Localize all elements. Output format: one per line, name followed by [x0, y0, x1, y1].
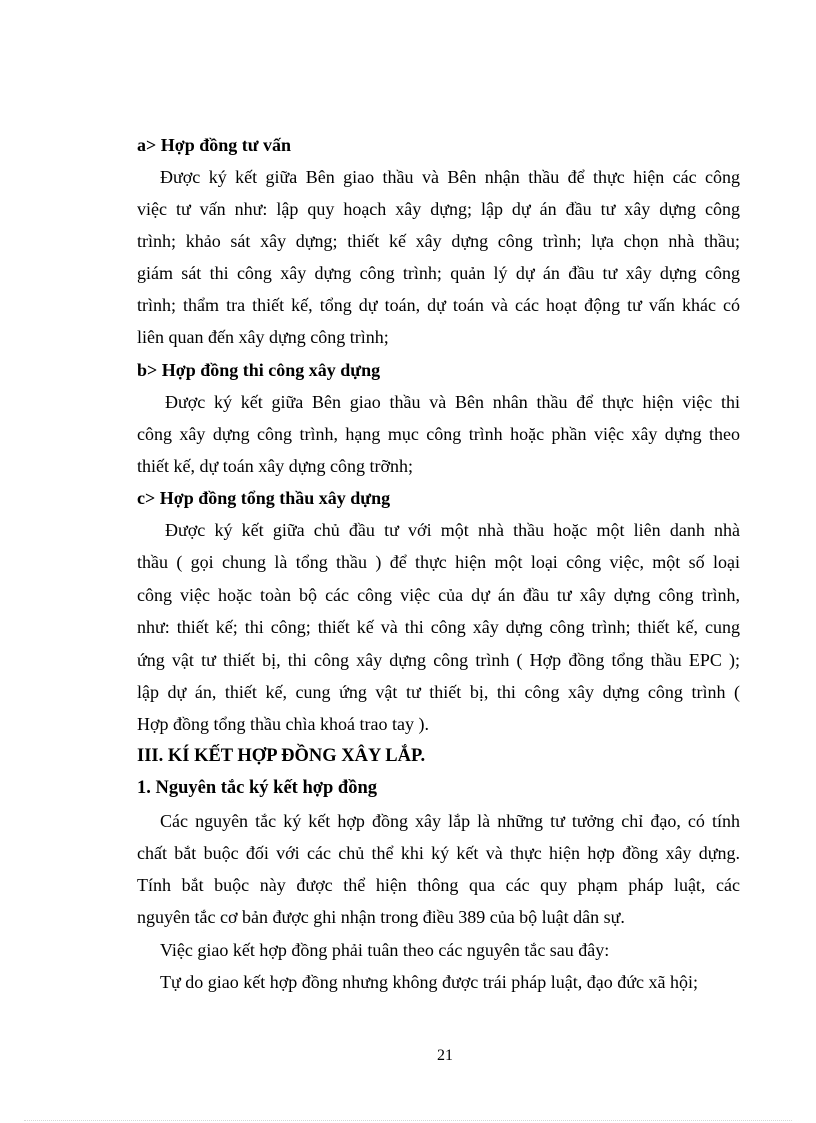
- page-number: 21: [437, 1047, 453, 1064]
- section-c-line-2: thầu ( gọi chung là tổng thầu ) để thực hiện một loại công việc, một số loại: [137, 552, 740, 572]
- section-b-line-2: công xây dựng công trình, hạng mục công trình hoặc phần việc xây dựng theo: [137, 424, 740, 444]
- section-c-line-4: như: thiết kế; thi công; thiết kế và thi công xây dựng công trình; thiết kế, cung: [137, 617, 740, 637]
- section-a-line-6: liên quan đến xây dựng công trình;: [137, 327, 389, 347]
- subsection-1-heading: 1. Nguyên tắc ký kết hợp đồng: [137, 778, 377, 798]
- section-c-line-5: ứng vật tư thiết bị, thi công xây dựng công trình ( Hợp đồng tổng thầu EPC );: [137, 650, 740, 670]
- subsection-1-line-4: nguyên tắc cơ bản được ghi nhận trong điều 389 của bộ luật dân sự.: [137, 907, 625, 927]
- subsection-1-line-1: Các nguyên tắc ký kết hợp đồng xây lắp là những tư tưởng chỉ đạo, có tính: [160, 811, 740, 831]
- section-a-line-2: việc tư vấn như: lập quy hoạch xây dựng; lập dự án đầu tư xây dựng công: [137, 199, 740, 219]
- subsection-1-line-6: Tự do giao kết hợp đồng nhưng không được trái pháp luật, đạo đức xã hội;: [160, 972, 698, 992]
- section-c-line-7: Hợp đồng tổng thầu chìa khoá trao tay ).: [137, 714, 429, 734]
- section-b-line-1: Được ký kết giữa Bên giao thầu và Bên nhân thầu để thực hiện việc thi: [165, 392, 740, 412]
- subsection-1-line-3: Tính bắt buộc này được thể hiện thông qua các quy phạm pháp luật, các: [137, 875, 740, 895]
- subsection-1-line-2: chất bắt buộc đối với các chủ thể khi ký kết và thực hiện hợp đồng xây dựng.: [137, 843, 740, 863]
- section-b-line-3: thiết kế, dự toán xây dựng công trỡnh;: [137, 456, 413, 476]
- section-c-heading: c> Hợp đồng tổng thầu xây dựng: [137, 488, 391, 508]
- section-a-line-3: trình; khảo sát xây dựng; thiết kế xây dựng công trình; lựa chọn nhà thầu;: [137, 231, 740, 251]
- part-3-heading: III. KÍ KẾT HỢP ĐỒNG XÂY LẮP.: [137, 746, 426, 766]
- section-a-line-4: giám sát thi công xây dựng công trình; quản lý dự án đầu tư xây dựng công: [137, 263, 740, 283]
- section-a-line-1: Được ký kết giữa Bên giao thầu và Bên nhận thầu để thực hiện các công: [160, 167, 740, 187]
- section-c-line-6: lập dự án, thiết kế, cung ứng vật tư thiết bị, thi công xây dựng công trình (: [137, 682, 740, 702]
- page-bottom-divider: [24, 1120, 792, 1121]
- section-c-line-1: Được ký kết giữa chủ đầu tư với một nhà thầu hoặc một liên danh nhà: [165, 520, 740, 540]
- section-a-heading: a> Hợp đồng tư vấn: [137, 135, 292, 155]
- section-a-line-5: trình; thẩm tra thiết kế, tổng dự toán, dự toán và các hoạt động tư vấn khác có: [137, 295, 740, 315]
- section-c-line-3: công việc hoặc toàn bộ các công việc của dự án đầu tư xây dựng công trình,: [137, 585, 740, 605]
- section-b-heading: b> Hợp đồng thi công xây dựng: [137, 360, 381, 380]
- subsection-1-line-5: Việc giao kết hợp đồng phải tuân theo các nguyên tắc sau đây:: [160, 940, 610, 960]
